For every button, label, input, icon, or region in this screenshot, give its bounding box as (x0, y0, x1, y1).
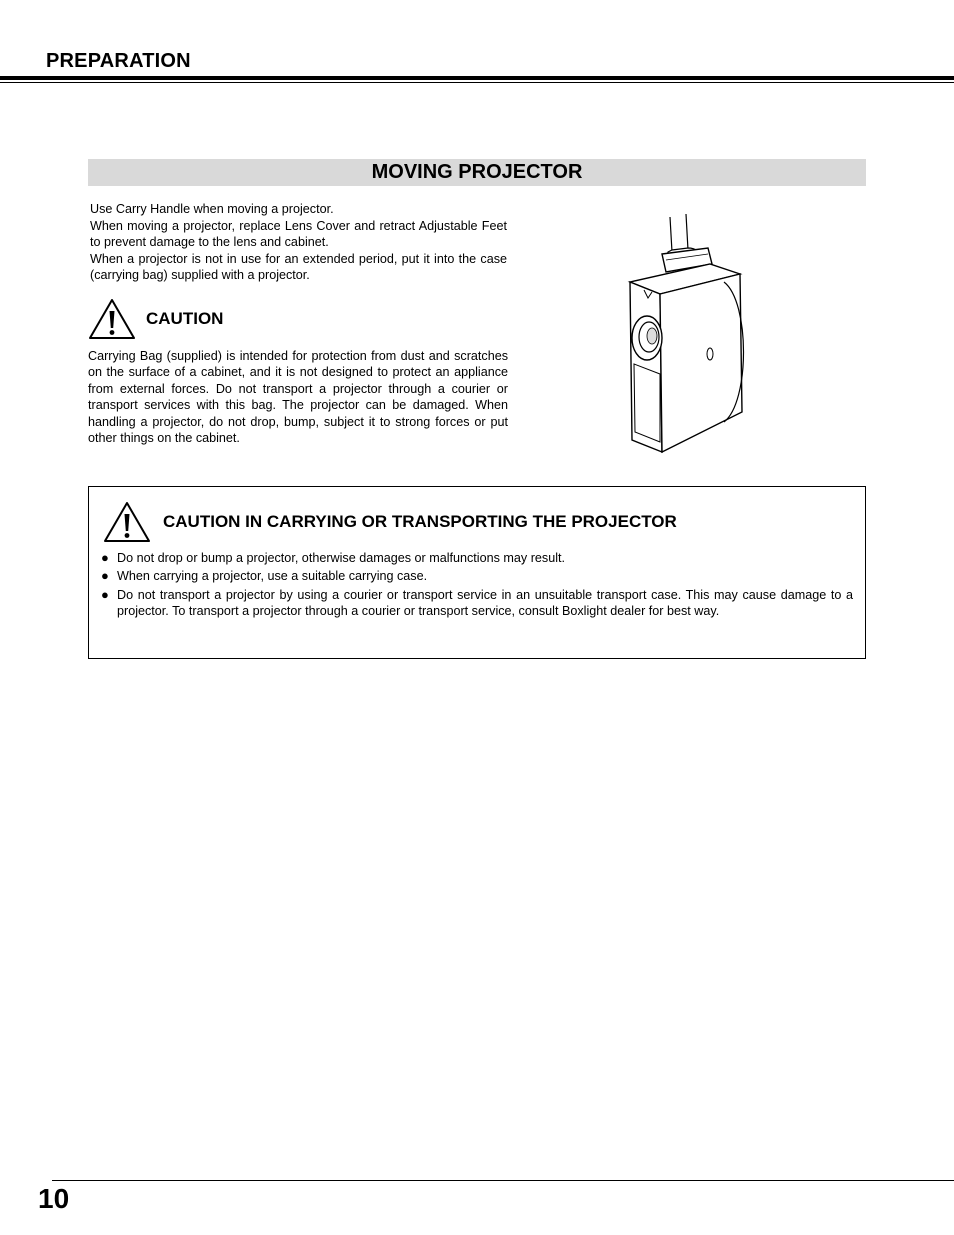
header-rule-thin (0, 82, 954, 83)
list-item (101, 568, 853, 584)
bullet-icon: ● (101, 586, 109, 602)
caution-body: Carrying Bag (supplied) is intended for protection from dust and scratches on the surface of a cabinet, and it is not designed to protect an appliance from external forces. Do not transport a projector through a courier or transport services with this bag. The projector can be damaged. When handling a projector, do not drop, bump, subject it to strong forces or put other things on the cabinet. (88, 349, 508, 446)
page-number: 10 (38, 1183, 70, 1214)
footer-rule (52, 1180, 954, 1181)
list-item (101, 587, 853, 620)
warning-icon (88, 298, 136, 340)
bullet-text: Do not drop or bump a projector, otherwise damages or malfunctions may result. (117, 551, 565, 565)
transport-caution-box (88, 486, 866, 659)
intro-line: Use Carry Handle when moving a projector. (90, 202, 334, 216)
transport-caution-title: CAUTION IN CARRYING OR TRANSPORTING THE PROJECTOR (163, 512, 677, 531)
bullet-text: Do not transport a projector by using a courier or transport service in an unsuitable transport case. This may cause damage to a projector. To transport a projector through a courier or transport service, consult Boxlight dealer for best way. (117, 587, 853, 619)
header-rule (0, 76, 954, 80)
section-header: PREPARATION (46, 50, 191, 72)
caution-heading (88, 298, 223, 340)
transport-caution-heading (103, 501, 677, 543)
bullet-icon: ● (101, 568, 109, 584)
intro-text (90, 201, 507, 284)
intro-line: When a projector is not in use for an extended period, put it into the case (carrying bag) supplied with a projector. (90, 251, 507, 282)
bullet-icon: ● (101, 550, 109, 565)
warning-icon (103, 501, 151, 543)
caution-label: CAUTION (146, 309, 224, 328)
transport-caution-list (101, 550, 853, 622)
bullet-text: When carrying a projector, use a suitable carrying case. (117, 569, 428, 584)
projector-carry-illustration (600, 212, 760, 462)
list-item (101, 550, 853, 566)
moving-title-bar (88, 159, 866, 186)
moving-title: MOVING PROJECTOR (371, 161, 583, 183)
intro-line: When moving a projector, replace Lens Cover and retract Adjustable Feet to prevent damage to the lens and cabinet. (90, 218, 507, 249)
